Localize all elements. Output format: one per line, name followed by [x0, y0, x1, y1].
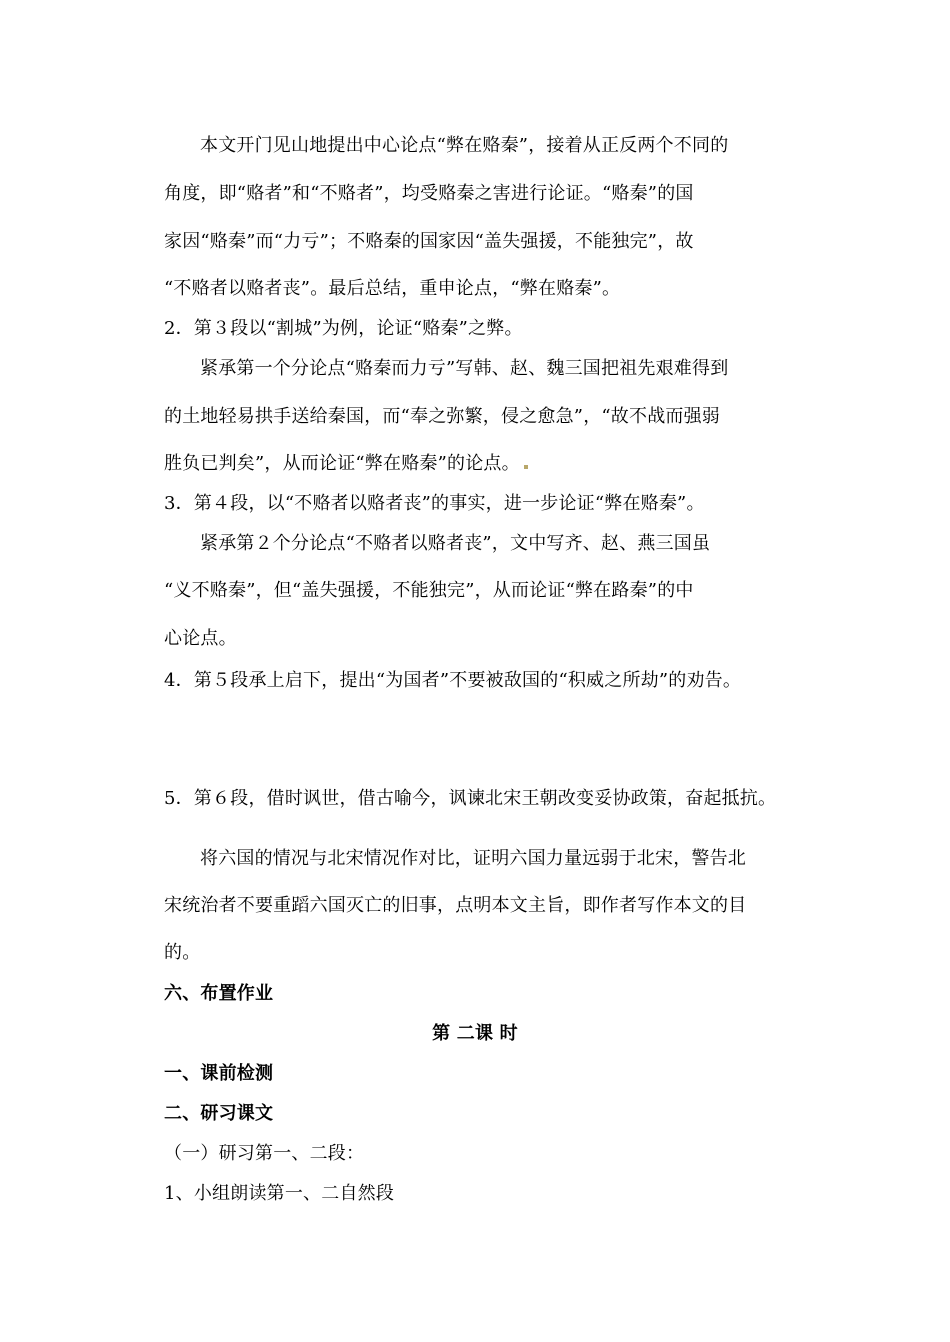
paragraph-line: 的。 [164, 942, 201, 963]
paragraph-line: 角度，即“赂者”和“不赂者”，均受赂秦之害进行论证。“赂秦”的国 [164, 183, 694, 204]
paragraph-line: 本文开门见山地提出中心论点“弊在赂秦”，接着从正反两个不同的 [200, 135, 729, 156]
paragraph-line: 心论点。 [164, 628, 237, 649]
stray-mark [524, 465, 528, 469]
sub-heading: （一）研习第一、二段： [164, 1143, 365, 1164]
lesson-title: 第 二课 时 [432, 1023, 518, 1044]
paragraph-line: “不赂者以赂者丧”。最后总结，重申论点，“弊在赂秦”。 [164, 278, 621, 299]
paragraph-line: 宋统治者不要重蹈六国灭亡的旧事，点明本文主旨，即作者写作本文的目 [164, 895, 747, 916]
list-item: 4．第５段承上启下，提出“为国者”不要被敌国的“积威之所劫”的劝告。 [164, 670, 742, 691]
paragraph-line: 将六国的情况与北宋情况作对比，证明六国力量远弱于北宋，警告北 [200, 848, 746, 869]
paragraph-line: 家因“赂秦”而“力亏”；不赂秦的国家因“盖失强援，不能独完”，故 [164, 231, 694, 252]
list-item: 3．第４段，以“不赂者以赂者丧”的事实，进一步论证“弊在赂秦”。 [164, 493, 705, 514]
paragraph-line: 的土地轻易拱手送给秦国，而“奉之弥繁，侵之愈急”，“故不战而强弱 [164, 406, 721, 427]
list-item: 2．第３段以“割城”为例，论证“赂秦”之弊。 [164, 318, 523, 339]
section-heading: 一、课前检测 [164, 1063, 274, 1084]
paragraph-line: 紧承第２个分论点“不赂者以赂者丧”，文中写齐、赵、燕三国虽 [200, 533, 711, 554]
section-heading: 六、布置作业 [164, 983, 274, 1004]
section-heading: 二、研习课文 [164, 1103, 274, 1124]
paragraph-line: “义不赂秦”，但“盖失强援，不能独完”，从而论证“弊在路秦”的中 [164, 580, 694, 601]
paragraph-line [164, 453, 804, 475]
paragraph-line: 紧承第一个分论点“赂秦而力亏”写韩、赵、魏三国把祖先艰难得到 [200, 358, 729, 379]
list-item: 1、小组朗读第一、二自然段 [164, 1183, 395, 1204]
list-item: 5．第６段，借时讽世，借古喻今，讽谏北宋王朝改变妥协政策，奋起抵抗。 [164, 788, 777, 809]
paragraph-text: 胜负已判矣”，从而论证“弊在赂秦”的论点。 [164, 453, 520, 474]
